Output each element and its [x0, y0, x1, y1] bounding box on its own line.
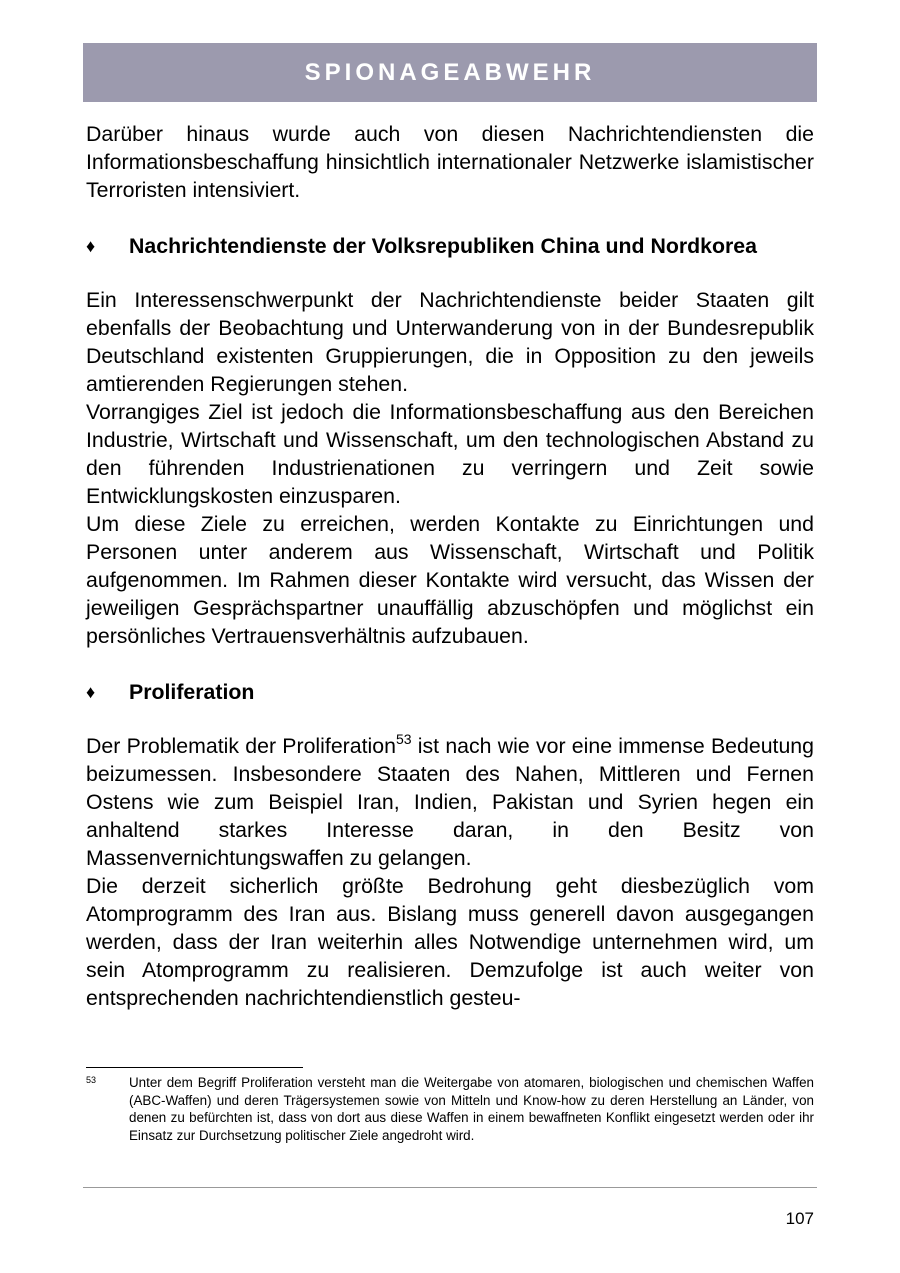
page-number: 107	[785, 1209, 814, 1228]
text-segment: Der Problematik der Proliferation	[86, 734, 396, 758]
diamond-bullet-icon: ♦	[86, 682, 96, 702]
heading-china-nordkorea	[86, 232, 814, 260]
footer-divider	[83, 1187, 817, 1188]
paragraph-proliferation-1	[86, 732, 814, 872]
section-header-bar	[83, 43, 817, 102]
text-segment: ist nach wie vor eine immense Bedeutung beizumessen. Insbesondere Staaten des Nahen, Mittleren und Fernen Ostens wie zum Beispiel Iran, Indien, Pakistan und Syrien hegen ein anhaltend starkes Interesse daran, in den Besitz von Massenvernichtungswaffen zu gelangen.	[86, 734, 814, 870]
page-body	[86, 120, 814, 1012]
heading-text: Proliferation	[129, 680, 255, 704]
paragraph-proliferation-2: Die derzeit sicherlich größte Bedrohung geht diesbezüglich vom Atomprogramm des Iran aus. Bislang muss generell davon ausgegangen werden, dass der Iran weiterhin alles Notwendige unternehmen wird, um sein Atomprogramm zu realisieren. Demzufolge ist auch weiter von entsprechenden nachrichtendienstlich gesteu-	[86, 874, 814, 1010]
footnote	[86, 1074, 814, 1144]
heading-text: Nachrichtendienste der Volksrepubliken China und Nordkorea	[129, 234, 757, 258]
intro-paragraph: Darüber hinaus wurde auch von diesen Nachrichtendiensten die Informationsbeschaffung hinsichtlich internationaler Netzwerke islamistischer Terroristen intensiviert.	[86, 122, 814, 202]
footnote-text: Unter dem Begriff Proliferation versteht man die Weitergabe von atomaren, biologischen und chemischen Waffen (ABC-Waffen) und deren Trägersystemen sowie von Mitteln und Know-how zu deren Herstellung an Länder, von denen zu befürchten ist, dass von dort aus diese Waffen in einem bewaffneten Konflikt eingesetzt werden oder ihr Einsatz zur Durchsetzung politischer Ziele angedroht wird.	[129, 1075, 814, 1143]
paragraph: Ein Interessenschwerpunkt der Nachrichtendienste beider Staaten gilt ebenfalls der Beobachtung und Unterwanderung von in der Bundesrepublik Deutschland existenten Gruppierungen, die in Opposition zu den jeweils amtierenden Regierungen stehen.	[86, 288, 814, 396]
paragraph: Um diese Ziele zu erreichen, werden Kontakte zu Einrichtungen und Personen unter anderem aus Wissenschaft, Wirtschaft und Politik aufgenommen. Im Rahmen dieser Kontakte wird versucht, das Wissen der jeweiligen Gesprächspartner unauffällig abzuschöpfen und möglichst ein persönliches Vertrauensverhältnis aufzubauen.	[86, 512, 814, 648]
paragraph: Vorrangiges Ziel ist jedoch die Informationsbeschaffung aus den Bereichen Industrie, Wirtschaft und Wissenschaft, um den technologischen Abstand zu den führenden Industrienationen zu verringern und Zeit sowie Entwicklungskosten einzusparen.	[86, 400, 814, 508]
heading-proliferation	[86, 678, 814, 706]
diamond-bullet-icon: ♦	[86, 236, 96, 256]
footnote-separator	[86, 1067, 303, 1068]
footnote-reference[interactable]: 53	[395, 731, 412, 747]
footnote-number: 53	[86, 1075, 97, 1085]
section-title: SPIONAGEABWEHR	[304, 58, 596, 86]
